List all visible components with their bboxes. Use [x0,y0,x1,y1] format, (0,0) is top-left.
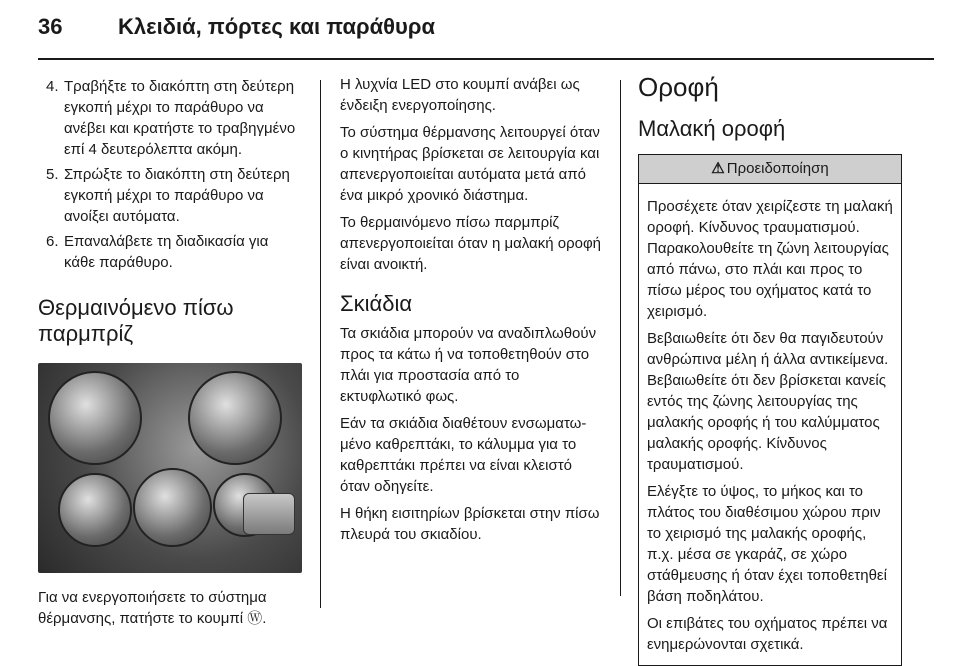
paragraph: Εάν τα σκιάδια διαθέτουν ενσωματωμένο καθρεπτάκι, το κάλυμμα για το καθρεπτάκι πρέπει να είναι κλειστό όταν οδηγείτε. [340,415,587,495]
paragraph: Η θήκη εισιτηρίων βρίσκεται στην πίσω πλευρά του σκιαδίου. [340,505,600,543]
column-2 [340,62,604,551]
knob-icon [188,371,282,465]
list-item: 4. Τραβήξτε το διακόπτη στη δεύτερη εγκοπή μέχρι το παράθυρο να ανέβει και κρατήστε το τραβηγμένο επί 4 δευτερόλεπτα ακόμη. [46,78,296,158]
list-item: 6. Επαναλάβετε τη διαδικασία για κάθε παράθυρο. [46,233,269,271]
rear-defrost-button-icon [243,493,295,535]
page-number: 36 [38,14,63,39]
chapter-title: Κλειδιά, πόρτες και παράθυρα [118,14,435,39]
header-divider [38,58,934,60]
section-heading-rear-window: Θερμαινόμενο πίσω παρμπρίζ [38,295,234,346]
list-item: 5. Σπρώξτε το διακόπτη στη δεύτερη εγκοπή μέχρι το παράθυρο να ανοίξει αυτόματα. [46,166,290,225]
photo-caption: Για να ενεργοποιήσετε το σύστημα θέρμανσης, πατήστε το κουμπί Ⓦ. [38,589,267,627]
knob-icon [133,468,212,547]
step-list [38,76,302,273]
warning-title: Προειδοποίηση [726,160,829,177]
paragraph: Οι επιβάτες του οχήματος πρέπει να ενημερώνονται σχετικά. [647,615,888,653]
paragraph: Η λυχνία LED στο κουμπί ανάβει ως ένδειξη ενεργοποίησης. [340,76,580,114]
paragraph: Τα σκιάδια μπορούν να αναδιπλωθούν προς τα κάτω ή να τοποθετηθούν στο πλάι για προστασία από το εκτυφλωτικό φως. [340,325,597,405]
column-divider-1 [320,80,321,608]
paragraph: Το σύστημα θέρμανσης λειτουργεί όταν ο κινητήρας βρίσκεται σε λειτουργία και απενεργοποιείται αυτόματα μετά από ένα μικρό χρονικό διάστημα. [340,124,600,204]
section-heading-sunvisors: Σκιάδια [340,291,413,316]
warning-body [639,184,901,665]
column-1 [38,62,302,635]
subsection-heading-soft-top: Μαλακή οροφή [638,116,786,141]
warning-header [639,155,901,184]
paragraph: Ελέγξτε το ύψος, το μήκος και το πλάτος του διαθέσιμου χώρου πριν το χειρισμό της μαλακής οροφής, π.χ. μέσα σε γκαράζ, σε χώρο στάθμευσης ή όταν έχει τοποθετηθεί βάση ποδηλάτου. [647,483,887,605]
page-header [0,0,960,62]
paragraph: Προσέχετε όταν χειρίζεστε τη μαλακή οροφή. Κίνδυνος τραυματισμού. Παρακολουθείτε τη ζώνη λειτουργίας από πάνω, στο πλάι και προς το πίσω μέρος του οχήματος κατά το χειρισμό. [647,198,893,320]
section-heading-roof: Οροφή [638,72,719,102]
control-panel-photo [38,363,302,573]
warning-icon: ⚠ [711,160,725,177]
column-3 [638,62,902,666]
paragraph: Το θερμαινόμενο πίσω παρμπρίζ απενεργοποιείται όταν η μαλακή οροφή είναι ανοικτή. [340,214,602,273]
knob-icon [48,371,142,465]
column-divider-2 [620,80,621,596]
warning-box [638,154,902,666]
knob-icon [58,473,132,547]
paragraph: Βεβαιωθείτε ότι δεν θα παγιδευτούν ανθρώπινα μέλη ή άλλα αντικείμενα. Βεβαιωθείτε ότι δεν βρίσκεται κανείς εντός της ζώνης λειτουργίας της μαλακής οροφής ή του καλύμματος μαλακής οροφής. Κίνδυνος τραυματισμού. [647,330,889,473]
